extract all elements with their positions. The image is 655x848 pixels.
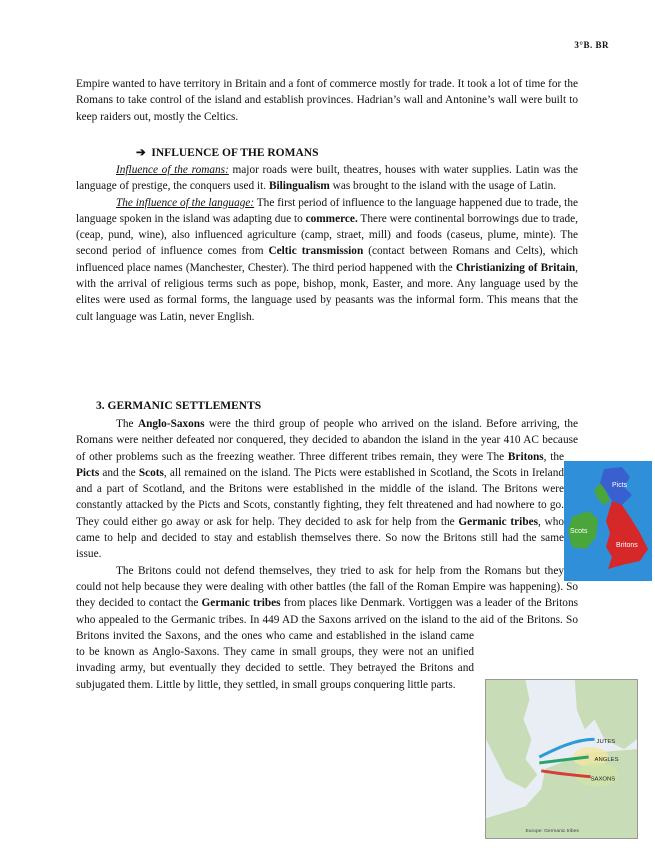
germanic-paragraph-1: [76, 416, 578, 563]
influence-romans-paragraph: [76, 162, 578, 195]
germanic-tribes-term: Germanic tribes: [201, 597, 281, 610]
celtic-transmission-term: Celtic transmission: [268, 245, 364, 258]
intro-paragraph: [76, 76, 578, 125]
text-span: There were continental borrowings due to trade, (ceap, pund, wine), also influenced agriculture (camp, straet, mill) and foods (caseus, plume, minte). The second period of influence comes from: [76, 212, 578, 258]
text-span: The first period of influence to the language happened due to trade, the language spoken in the island was adapting due to: [76, 196, 578, 225]
text-span: The Britons could not defend themselves, they tried to ask for help from the Romans but they could not help because they were dealing with other battles (the fall of the Roman Empire was happening). So they decided to contact the: [76, 564, 578, 610]
british-isles-map: [564, 461, 652, 581]
intro-text: Empire wanted to have territory in Britain and a font of commerce mostly for trade. It took a lot of time for the Romans to take control of the island and establish provinces. Hadrian’s wall and Antonine’s wall were built to keep raiders out, mostly the Celtics.: [76, 78, 578, 123]
angles-label: ANGLES: [594, 756, 619, 763]
influence-heading-text: INFLUENCE OF THE ROMANS: [151, 147, 319, 159]
influence-section: [76, 162, 578, 325]
text-span: from places like Denmark. Vortiggen was a leader of the Britons who appealed to the Germanic tribes. In 449 AD the Saxons arrived on the island to the aid of the Britons. So Britons invited the Saxons, and the ones who came and established in the island came to be known as Anglo-Saxons. They came in small groups, they were not an unified invading army, but eventually they decided to settle. They betrayed the Britons and subjugated them. Little by little, they settled, in small groups conquering little parts.: [76, 597, 578, 691]
text-span: , with the arrival of religious terms such as pope, bishop, monk, Easter, and more. Any language used by the elites were used as formal forms, the language used by peasants was the informal form. This means that the cult language was Latin, never English.: [76, 261, 578, 323]
text-span: The: [116, 418, 138, 430]
britons-term: Britons: [507, 450, 544, 463]
text-span: (contact between Romans and Celts), which influenced place names (Manchester, Chester). The third period happened with the: [76, 245, 578, 274]
commerce-term: commerce.: [305, 212, 358, 225]
saxons-label: SAXONS: [590, 776, 616, 783]
text-span: and the: [99, 466, 139, 479]
map-caption: Europe: Germanic tribes: [525, 829, 579, 835]
text-span: was brought to the island with the usage of Latin.: [329, 180, 557, 193]
germanic-migration-map: [485, 679, 638, 839]
arrow-icon: ➔: [136, 147, 146, 159]
germanic-heading: 3. GERMANIC SETTLEMENTS: [96, 400, 262, 412]
bilingualism-term: Bilingualism: [268, 180, 330, 193]
scots-label: Scots: [570, 528, 588, 535]
influence-heading: [136, 145, 318, 159]
britons-label: Britons: [616, 542, 638, 549]
text-span: were the third group of people who arrived on the island. Before arriving, the Romans were neither defeated nor conquered, they decided to abandon the island in the year 410 AC because of other problems such as the freezing weather. Three different tribes remain, they were The: [76, 418, 578, 463]
page-header-code: 3°B. BR: [574, 40, 609, 50]
text-span: , all remained on the island. The Picts were established in Scotland, the Scots in Ireland and a part of Scotland, and the Britons were established in the middle of the island. The Britons were constantly attacked by the Picts and Scots, constantly fighting, they felt threatened and had nowhere to go. They could either go away or ask for help. They decided to ask for help from the: [76, 466, 564, 528]
influence-language-paragraph: [76, 195, 578, 325]
germanic-paragraph-2: [76, 563, 578, 693]
jutes-label: JUTES: [596, 739, 616, 746]
text-span: , who came to help and decided to stay and establish themselves there. So now the Britons still had the same issue.: [76, 515, 564, 561]
influence-language-label: The influence of the language:: [116, 196, 255, 209]
picts-label: Picts: [612, 482, 628, 489]
anglo-saxons-term: Anglo-Saxons: [137, 418, 205, 430]
text-span: major roads were built, theatres, houses with water supplies. Latin was the language of prestige, the conquers used it.: [76, 164, 579, 193]
picts-term: Picts: [76, 466, 100, 479]
text-span: , the: [543, 450, 564, 463]
christianizing-term: Christianizing of Britain: [455, 261, 576, 274]
germanic-tribes-term: Germanic tribes: [458, 515, 539, 528]
influence-romans-label: Influence of the romans:: [116, 164, 229, 176]
scots-term: Scots: [138, 466, 164, 479]
